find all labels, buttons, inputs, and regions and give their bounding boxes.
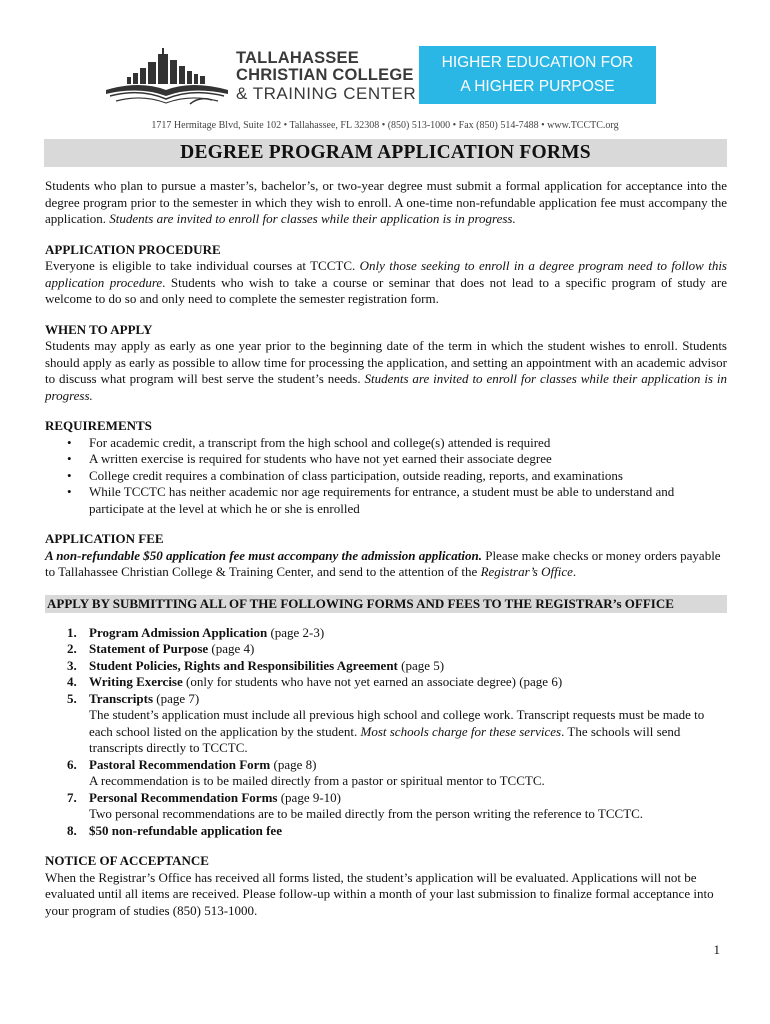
- skyline-book-logo-icon: [100, 46, 235, 108]
- form-pages: (page 5): [397, 657, 445, 673]
- form-pages: (page 9-10): [277, 789, 341, 805]
- procedure-italic: Only those seeking to enroll in a degree program need to follow this application procedure: [45, 258, 727, 290]
- list-item: [67, 625, 727, 642]
- requirements-heading: REQUIREMENTS: [45, 418, 152, 433]
- form-name: $50 non-refundable application fee: [89, 822, 282, 838]
- section-application-fee: [45, 531, 727, 581]
- fee-text: Please make checks or money orders payable to Tallahassee Christian College & Training Center, and send to the attention of the: [45, 547, 721, 579]
- list-item: [67, 823, 727, 840]
- requirements-list: [67, 435, 727, 518]
- procedure-text-2: . Students who wish to take a course or seminar that does not lead to a specific program of study are welcome to do so and only need to complete the semester registration form.: [45, 274, 727, 306]
- college-name-logo: [236, 50, 416, 103]
- form-name: Statement of Purpose: [89, 641, 209, 656]
- intro-italic: Students are invited to enroll for classes while their application is in progress.: [109, 211, 516, 226]
- form-note-end: . The schools will send transcripts directly to TCCTC.: [89, 723, 681, 755]
- form-name: Program Admission Application: [89, 624, 268, 640]
- form-pages: (page 2-3): [267, 624, 325, 640]
- logo-line-3: & TRAINING CENTER: [236, 84, 417, 103]
- list-item: [67, 757, 727, 790]
- item-number: 3.: [67, 657, 77, 673]
- procedure-text-1: Everyone is eligible to take individual courses at TCCTC.: [45, 258, 360, 273]
- form-name: Writing Exercise: [89, 674, 183, 689]
- form-name: Transcripts: [89, 690, 154, 706]
- section-procedure: [45, 242, 727, 308]
- when-italic: Students are invited to enroll for classes while their application is in progress.: [45, 371, 727, 403]
- fee-bold-italic: A non-refundable $50 application fee must accompany the admission application.: [45, 547, 482, 563]
- fee-end: .: [572, 564, 577, 579]
- form-name: Personal Recommendation Forms: [89, 789, 278, 805]
- when-paragraph: [45, 338, 727, 404]
- apply-instructions-bar: APPLY BY SUBMITTING ALL OF THE FOLLOWING FORMS AND FEES TO THE REGISTRAR’s OFFICE: [45, 595, 727, 613]
- when-text: Students may apply as early as one year prior to the beginning date of the term in which the student wishes to enroll. Students should apply as early as possible to allow time for processing the application, and setting an appointment with an academic advisor to discuss what program will best serve the student’s needs.: [45, 338, 727, 386]
- form-note-italic: Most schools charge for these services: [360, 723, 562, 739]
- fee-paragraph: [45, 548, 727, 581]
- notice-heading: NOTICE OF ACCEPTANCE: [45, 853, 209, 868]
- form-pages: (page 4): [208, 641, 255, 656]
- form-note: A recommendation is to be mailed directly from a pastor or spiritual mentor to TCCTC.: [89, 773, 545, 788]
- item-number: 6.: [67, 756, 77, 772]
- page-title: DEGREE PROGRAM APPLICATION FORMS: [44, 139, 727, 167]
- notice-paragraph: When the Registrar’s Office has received all forms listed, the student’s application will be evaluated. Applications will not be evaluated until all items are received. Please follow-up within a month of your last submission to finalize formal acceptance into your program of studies (850) 513-1000.: [45, 869, 714, 918]
- procedure-heading: APPLICATION PROCEDURE: [45, 241, 221, 257]
- list-item: [67, 658, 727, 675]
- tagline-line-1: HIGHER EDUCATION FOR: [441, 54, 634, 71]
- page-number: 1: [713, 942, 720, 957]
- item-number: 8.: [67, 822, 77, 838]
- form-name: Pastoral Recommendation Form: [89, 756, 271, 772]
- list-item: [67, 691, 727, 757]
- fee-italic: Registrar’s Office: [480, 564, 573, 579]
- letterhead: [100, 46, 670, 108]
- list-item: • For academic credit, a transcript from the high school and college(s) attended is required: [67, 435, 727, 452]
- form-note: Two personal recommendations are to be mailed directly from the person writing the reference to TCCTC.: [89, 806, 644, 821]
- intro-text: Students who plan to pursue a master’s, bachelor’s, or two-year degree must submit a formal application for acceptance into the degree program prior to the semester in which they wish to enroll. A one-time non-refundable application fee must accompany the application.: [45, 178, 727, 226]
- tagline-banner: [419, 46, 656, 104]
- contact-address-line: 1717 Hermitage Blvd, Suite 102 • Tallahassee, FL 32308 • (850) 513-1000 • Fax (850) 514-7488 • www.TCCTC.org: [151, 120, 619, 131]
- logo-line-1: TALLAHASSEE: [236, 49, 359, 67]
- form-name: Student Policies, Rights and Responsibilities Agreement: [89, 657, 398, 673]
- item-number: 4.: [67, 674, 77, 689]
- list-item: [67, 790, 727, 823]
- tagline-line-2: A HIGHER PURPOSE: [460, 78, 615, 95]
- required-forms-list: [67, 625, 727, 840]
- form-pages: (page 7): [153, 690, 200, 706]
- list-item: [67, 641, 727, 658]
- item-number: 7.: [67, 789, 77, 805]
- section-when-to-apply: [45, 322, 727, 405]
- list-item: [67, 674, 727, 691]
- section-requirements: [45, 418, 727, 517]
- item-number: 5.: [67, 690, 77, 706]
- procedure-paragraph: [45, 258, 727, 308]
- list-item: • While TCCTC has neither academic nor age requirements for entrance, a student must be able to understand and participate at the level at which he or she is enrolled: [67, 484, 727, 517]
- list-item: • College credit requires a combination of class participation, outside reading, reports, and examinations: [67, 468, 727, 485]
- logo-line-2: CHRISTIAN COLLEGE: [236, 66, 414, 84]
- section-notice-of-acceptance: [45, 853, 727, 919]
- form-pages: (page 8): [270, 756, 317, 772]
- document-body: [45, 178, 727, 919]
- list-item: • A written exercise is required for students who have not yet earned their associate degree: [67, 451, 727, 468]
- item-number: 1.: [67, 624, 77, 640]
- form-pages: (only for students who have not yet earned an associate degree) (page 6): [182, 674, 563, 689]
- fee-heading: APPLICATION FEE: [45, 531, 164, 546]
- item-number: 2.: [67, 641, 77, 656]
- intro-paragraph: [45, 178, 727, 228]
- when-heading: WHEN TO APPLY: [45, 321, 153, 337]
- form-note: The student’s application must include all previous high school and college work. Transcript requests must be made to each school listed on the application by the student.: [89, 707, 705, 739]
